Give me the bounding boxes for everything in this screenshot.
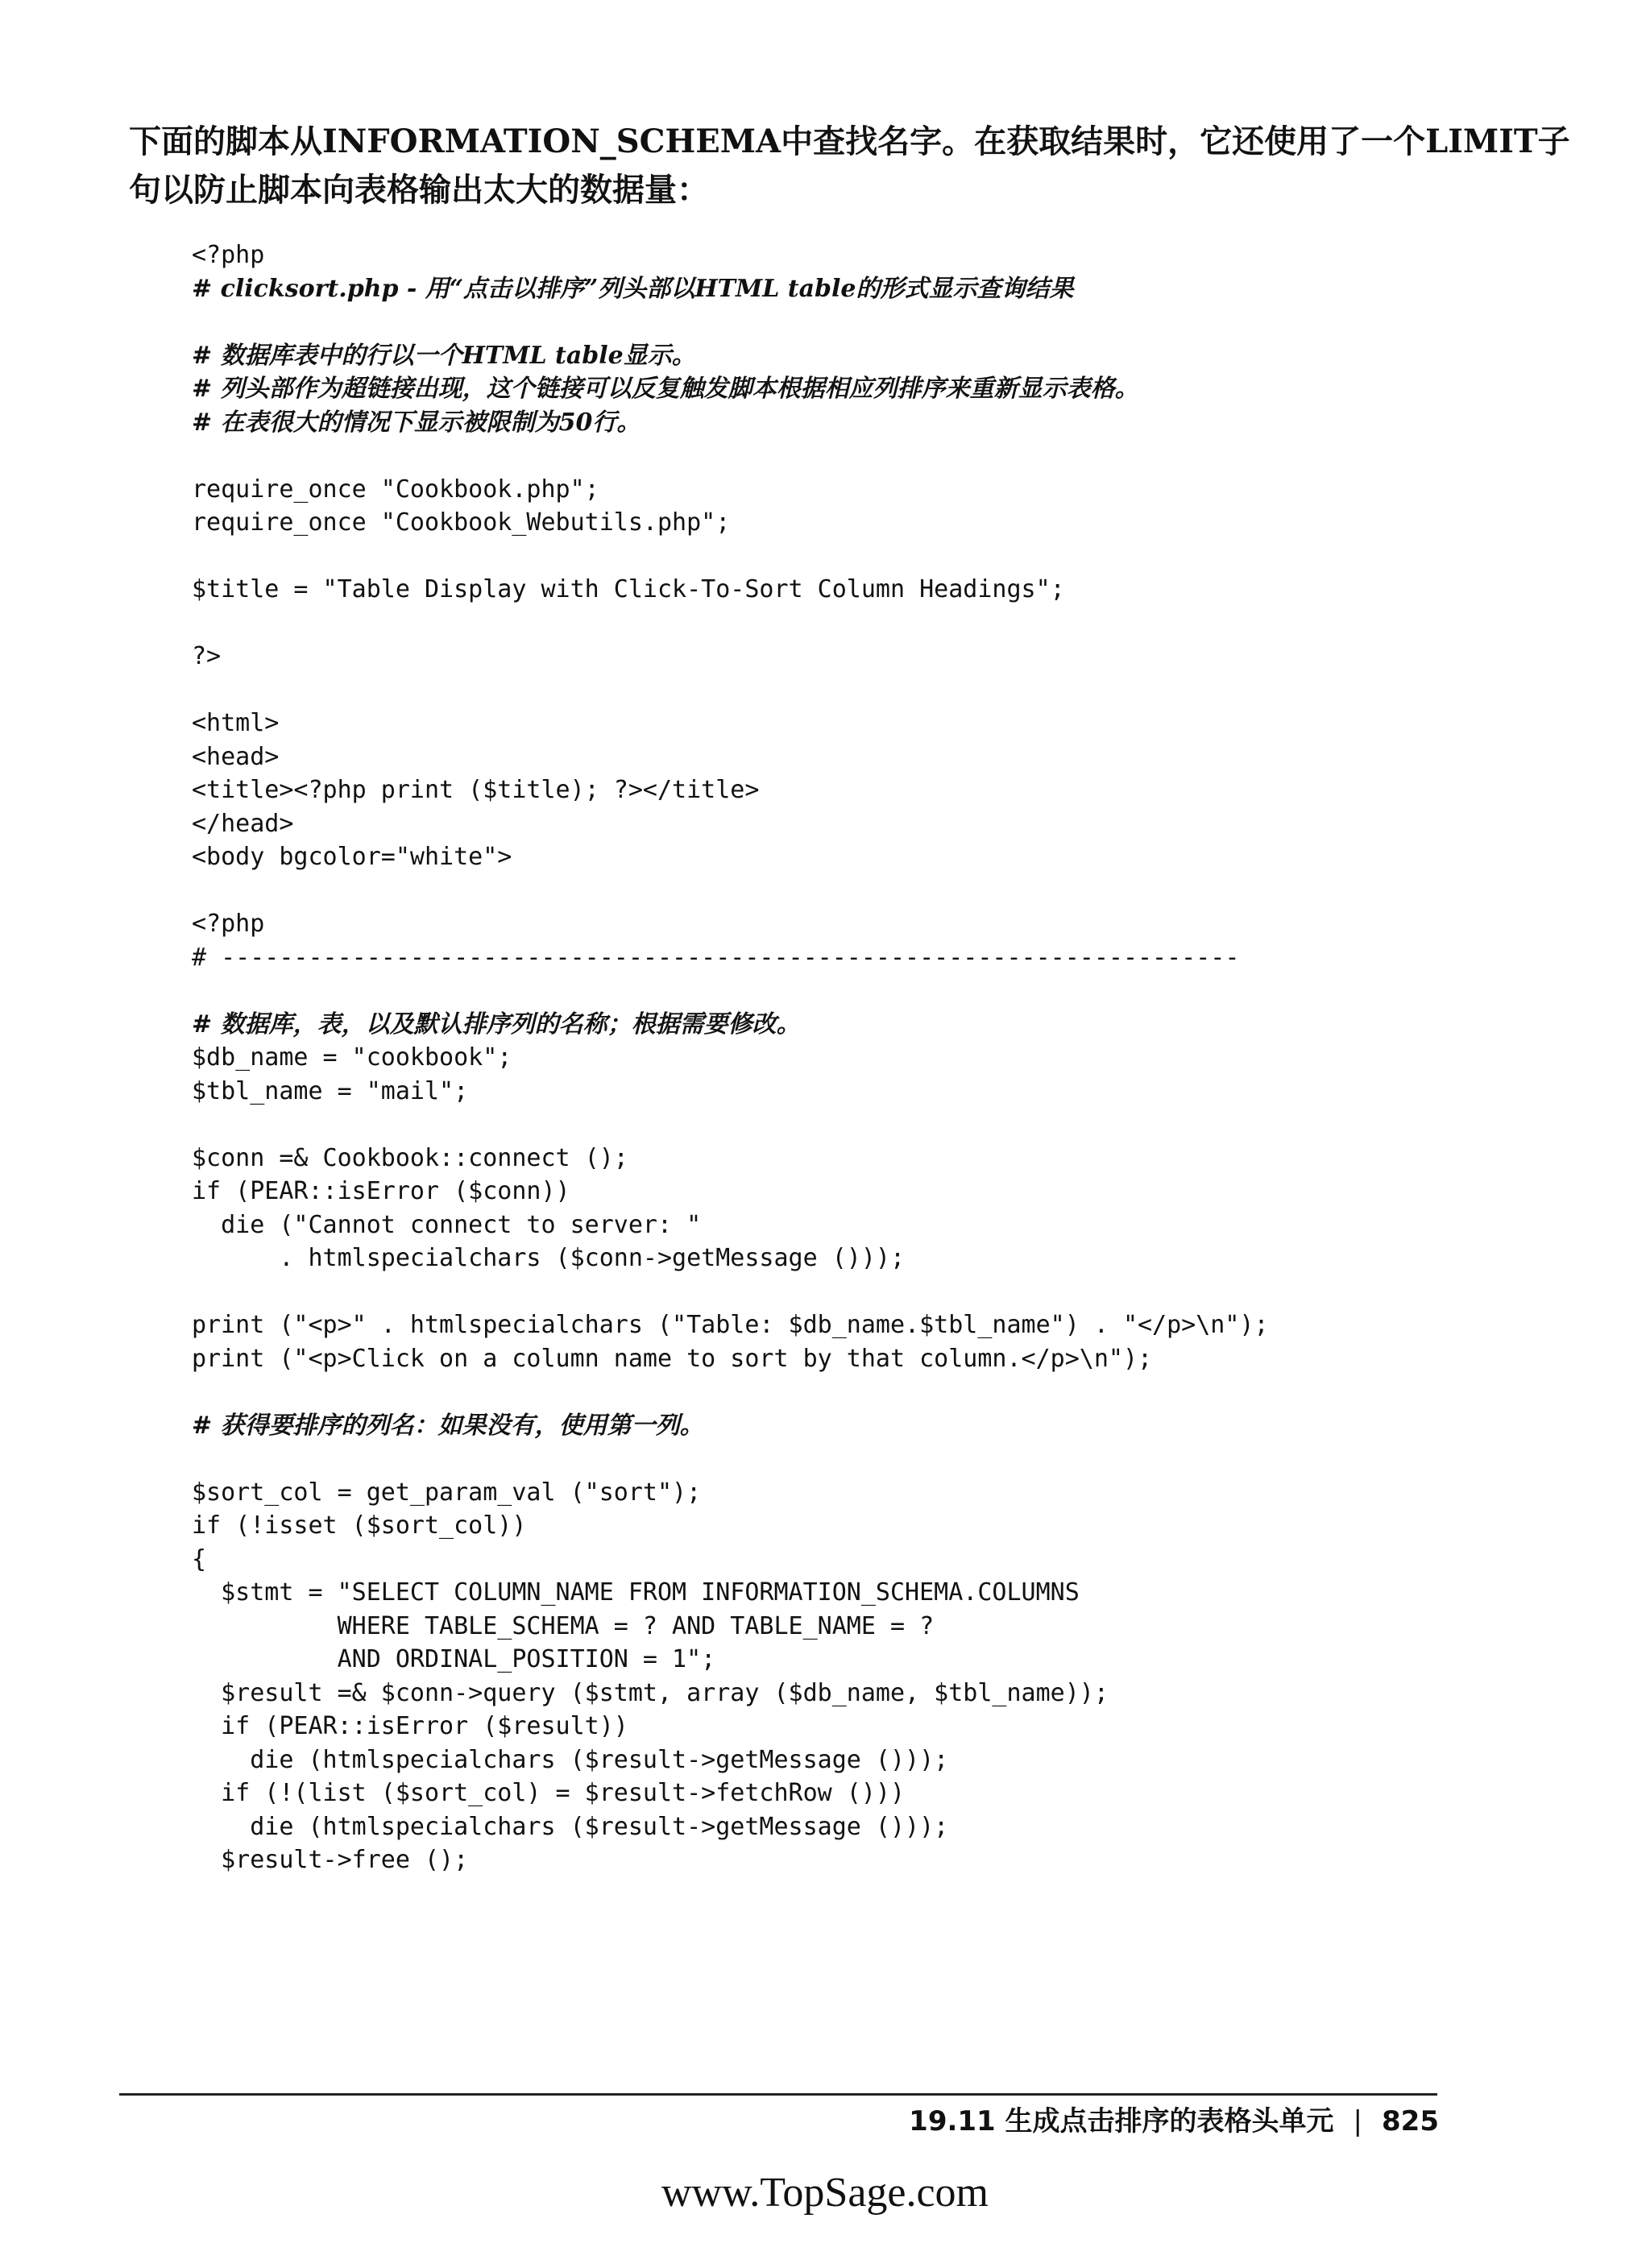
code-line: die (htmlspecialchars ($result->getMessage ())); <box>192 1745 949 1774</box>
code-line: die (htmlspecialchars ($result->getMessage ())); <box>192 1812 949 1841</box>
code-line: # 数据库，表，以及默认排序列的名称；根据需要修改。 <box>192 1010 801 1039</box>
code-line <box>192 1275 1449 1309</box>
code-line <box>192 607 1449 641</box>
code-line: { <box>192 1544 207 1574</box>
code-line <box>192 874 1449 908</box>
intro-paragraph <box>129 118 1570 214</box>
code-line: <body bgcolor="white"> <box>192 843 512 871</box>
code-line: AND ORDINAL_POSITION = 1"; <box>192 1645 716 1673</box>
code-line <box>192 540 1449 574</box>
code-line <box>192 1442 1449 1476</box>
code-line: ?> <box>192 642 222 670</box>
code-line: # 在表很大的情况下显示被限制为50行。 <box>192 408 641 437</box>
code-line: # 列头部作为超链接出现，这个链接可以反复触发脚本根据相应列排序来重新显示表格。 <box>192 375 1139 403</box>
code-line: # ---------------------------------------------------------------------- <box>192 943 1240 972</box>
code-line: $result =& $conn->query ($stmt, array ($db_name, $tbl_name)); <box>192 1678 1109 1707</box>
code-line: $result->free (); <box>192 1846 469 1874</box>
code-line: die ("Cannot connect to server: " <box>192 1210 702 1239</box>
footer-rule <box>119 2093 1437 2096</box>
code-line: $tbl_name = "mail"; <box>192 1076 469 1105</box>
code-line: if (!(list ($sort_col) = $result->fetchRow ())) <box>192 1779 906 1807</box>
code-line: $conn =& Cookbook::connect (); <box>192 1143 628 1172</box>
code-line: WHERE TABLE_SCHEMA = ? AND TABLE_NAME = ? <box>192 1611 935 1640</box>
code-line: print ("<p>Click on a column name to sort by that column.</p>\n"); <box>192 1344 1153 1373</box>
code-line <box>192 1375 1449 1409</box>
code-line: # 数据库表中的行以一个HTML table显示。 <box>192 341 696 370</box>
code-line <box>192 1108 1449 1142</box>
code-line: if (PEAR::isError ($result)) <box>192 1712 628 1740</box>
code-line: <title><?php print ($title); ?></title> <box>192 776 760 804</box>
code-line: require_once "Cookbook_Webutils.php"; <box>192 508 731 537</box>
code-line: $stmt = "SELECT COLUMN_NAME FROM INFORMATION_SCHEMA.COLUMNS <box>192 1578 1080 1607</box>
code-line: if (!isset ($sort_col)) <box>192 1511 527 1540</box>
code-line: <head> <box>192 742 280 771</box>
site-watermark: www.TopSage.com <box>661 2170 989 2216</box>
code-line <box>192 674 1449 707</box>
code-line: <?php <box>192 241 265 269</box>
code-line: if (PEAR::isError ($conn)) <box>192 1177 570 1205</box>
code-line <box>192 439 1449 473</box>
code-line: <html> <box>192 709 280 737</box>
code-listing <box>192 238 1449 1877</box>
code-line: require_once "Cookbook.php"; <box>192 475 599 504</box>
code-line: $db_name = "cookbook"; <box>192 1043 512 1072</box>
page-footer <box>854 2101 1439 2142</box>
code-line: <?php <box>192 910 265 938</box>
code-line: print ("<p>" . htmlspecialchars ("Table: $db_name.$tbl_name") . "</p>\n"); <box>192 1311 1269 1339</box>
intro-line-2: 句以防止脚本向表格输出太大的数据量： <box>129 171 709 209</box>
footer-section-title: 19.11 生成点击排序的表格头单元 <box>909 2105 1334 2137</box>
footer-separator: | <box>1353 2105 1363 2137</box>
code-line: # 获得要排序的列名：如果没有，使用第一列。 <box>192 1411 704 1440</box>
page-number: 825 <box>1382 2105 1439 2137</box>
code-line <box>192 974 1449 1008</box>
code-line: . htmlspecialchars ($conn->getMessage ())); <box>192 1244 906 1272</box>
code-line: # clicksort.php - 用“点击以排序”列头部以HTML table的形式显示查询结果 <box>192 274 1074 303</box>
code-line: $sort_col = get_param_val ("sort"); <box>192 1478 702 1507</box>
code-line <box>192 305 1449 339</box>
intro-line-1: 下面的脚本从INFORMATION_SCHEMA中查找名字。在获取结果时，它还使用了一个LIMIT子 <box>129 122 1570 160</box>
code-line: $title = "Table Display with Click-To-Sort Column Headings"; <box>192 575 1065 603</box>
code-line: </head> <box>192 809 294 838</box>
